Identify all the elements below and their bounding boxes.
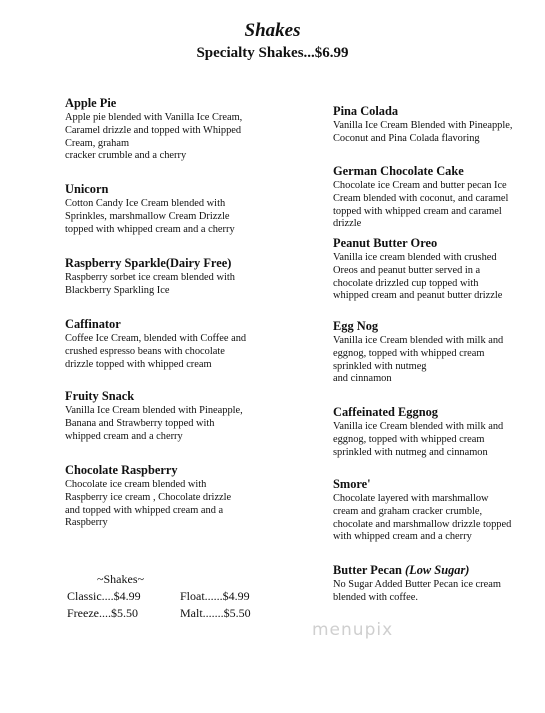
item-name: Raspberry Sparkle(Dairy Free) <box>65 256 232 270</box>
menu-title: Shakes <box>244 20 301 41</box>
item-name: Apple Pie <box>65 96 117 110</box>
item-description: Chocolate ice Cream and butter pecan Ice Cream blended with coconut, and caramel topped with whipped cream and caramel drizzle <box>333 180 509 230</box>
item-description: Chocolate layered with marshmallow cream and graham cracker crumble, chocolate and marshmallow drizzle topped with whipped cream and a cherry <box>333 493 512 543</box>
menu-subtitle: Specialty Shakes...$6.99 <box>196 45 349 61</box>
item-name: Pina Colada <box>333 104 399 118</box>
shakes-heading: ~Shakes~ <box>97 572 144 586</box>
menu-item-german-chocolate-cake <box>333 164 533 231</box>
item-name: Unicorn <box>65 182 109 196</box>
item-description: Vanilla ice cream blended with crushed Oreos and peanut butter served in a chocolate drizzled cup topped with whipped cream and peanut butter drizzle <box>333 252 503 302</box>
price-classic: Classic....$4.99 <box>67 589 141 603</box>
item-description: Vanilla Ice Cream Blended with Pineapple, Coconut and Pina Colada flavoring <box>333 120 513 144</box>
price-malt: Malt.......$5.50 <box>180 606 251 620</box>
item-description: Vanilla Ice Cream blended with Pineapple, Banana and Strawberry topped with whipped cream and a cherry <box>65 405 243 442</box>
menu-item-chocolate-raspberry <box>65 463 280 530</box>
item-name: Caffinator <box>65 317 121 331</box>
menu-item-butter-pecan <box>333 563 533 605</box>
item-description: Vanilla ice Cream blended with milk and eggnog, topped with whipped cream sprinkled with nutmeg and cinnamon <box>333 421 504 458</box>
item-description: Apple pie blended with Vanilla Ice Cream, Caramel drizzle and topped with Whipped Cream, graham cracker crumble and a cherry <box>65 112 243 162</box>
item-name: Peanut Butter Oreo <box>333 236 438 250</box>
menu-item-pina-colada <box>333 104 533 146</box>
menu-item-apple-pie <box>65 96 280 163</box>
item-name: German Chocolate Cake <box>333 164 464 178</box>
item-name <box>333 563 533 578</box>
menu-item-caffeinated-eggnog <box>333 405 533 459</box>
menu-item-unicorn <box>65 182 280 236</box>
item-name: Smore' <box>333 477 371 491</box>
menu-item-smore <box>333 477 533 544</box>
menu-item-raspberry-sparkle <box>65 256 280 298</box>
item-name: Fruity Snack <box>65 389 135 403</box>
item-description: Raspberry sorbet ice cream blended with Blackberry Sparkling Ice <box>65 272 235 296</box>
menu-item-peanut-butter-oreo <box>333 236 533 303</box>
menu-item-caffinator <box>65 317 280 371</box>
item-name: Caffeinated Eggnog <box>333 405 438 419</box>
item-name-note: (Low Sugar) <box>405 563 470 577</box>
item-name: Chocolate Raspberry <box>65 463 178 477</box>
item-description: Cotton Candy Ice Cream blended with Sprinkles, marshmallow Cream Drizzle topped with whipped cream and a cherry <box>65 198 235 235</box>
menu-item-fruity-snack <box>65 389 280 443</box>
item-name: Egg Nog <box>333 319 379 333</box>
menu-item-egg-nog <box>333 319 533 386</box>
item-name-text: Butter Pecan <box>333 563 402 577</box>
price-freeze: Freeze....$5.50 <box>67 606 138 620</box>
watermark-logo: menupix <box>312 620 394 640</box>
item-description: Chocolate ice cream blended with Raspberry ice cream , Chocolate drizzle and topped with whipped cream and a Raspberry <box>65 479 232 529</box>
item-description: No Sugar Added Butter Pecan ice cream blended with coffee. <box>333 579 501 603</box>
item-description: Coffee Ice Cream, blended with Coffee and crushed espresso beans with chocolate drizzle topped with whipped cream <box>65 333 247 370</box>
item-description: Vanilla ice Cream blended with milk and eggnog, topped with whipped cream sprinkled with nutmeg and cinnamon <box>333 335 504 385</box>
price-float: Float......$4.99 <box>180 589 250 603</box>
